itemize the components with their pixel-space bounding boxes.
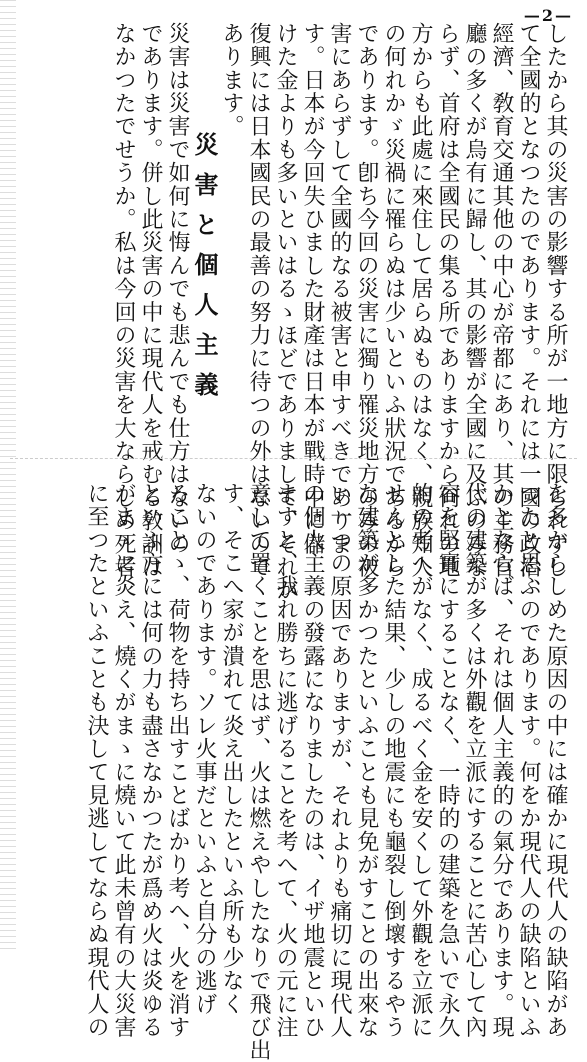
text-column: 代の建築が多くは外觀を立派にすることに苦心して內 bbox=[462, 482, 487, 1039]
text-column: い一つの原因でありますが、それよりも痛切に現代人 bbox=[327, 482, 352, 1039]
text-column: の個人主義の發露になりましたのは、イザ地震といひ bbox=[300, 482, 325, 1039]
text-column: がまゝに炎え、燒くがまゝに燒いて此未曾有の大災害 bbox=[111, 482, 136, 1039]
text-column: らず、首府は全國民の集る所でありますから何れの地 bbox=[435, 22, 460, 579]
text-column: 的の考へがなく、成るべく金を安くして外觀を立派に bbox=[408, 482, 433, 1039]
text-column: したから其の災害の影響する所が一地方に限られずし bbox=[543, 22, 568, 579]
text-column: 災害は災害で如何に悔んでも悲んでも仕方はないの bbox=[165, 22, 190, 556]
text-column: であります。併し此災害の中に現代人を戒むる敎訓は bbox=[138, 22, 163, 579]
text-column: 復興には日本國民の最善の努力に待つの外はないので bbox=[246, 22, 271, 579]
text-column: 方からも此處に來住して居らぬものはなく、親族知人 bbox=[408, 22, 433, 579]
text-column: であります。卽ち今回の災害に獨り罹災地方のみの被 bbox=[354, 22, 379, 579]
text-column: 容を堅實にすることなく、一時的の建築を急いで永久 bbox=[435, 482, 460, 1039]
text-column: なかつたでせうか。私は今回の災害を大ならしめ死者 bbox=[111, 22, 136, 579]
text-column: ないのであります。ソレ火事だといふと自分の逃げ bbox=[192, 482, 217, 1016]
text-column: す。日本が今回失ひました財產は日本が戰時中に儲 bbox=[300, 22, 325, 556]
text-column: て全國的となつたのであります。それには一國の政治、 bbox=[516, 22, 541, 602]
text-column: つたと思ふのであります。何をか現代人の缺陷といふ bbox=[516, 482, 541, 1039]
page-number: —2— bbox=[523, 6, 573, 25]
text-column: 經濟、敎育交通其他の中心が帝都にあり、其の主務官 bbox=[489, 22, 514, 579]
section-heading: 災害と個人主義 bbox=[190, 132, 219, 412]
text-column: 廳の多くが烏有に歸し、其の影響が全國に及ぶのみな bbox=[462, 22, 487, 579]
text-column: ますと、我れ勝ちに逃げることを考へて、火の元に注 bbox=[273, 482, 298, 1039]
text-column: を多からしめた原因の中には確かに現代人の缺陷があ bbox=[543, 482, 568, 1039]
text-column: といふ方には何の力も盡さなかつたが爲め火は炎ゆる bbox=[138, 482, 163, 1039]
text-column: 意して置くことを思はず、火は燃えやしたなりで飛び出 bbox=[246, 482, 271, 1062]
text-column: に至つたといふことも決して見逃してならぬ現代人の bbox=[84, 482, 109, 1039]
text-column: す、そこへ家が潰れて炎え出したといふ所も少なく bbox=[219, 482, 244, 1016]
text-column: ることゝ、荷物を持ち出すことばかり考へ、火を消す bbox=[165, 482, 190, 1039]
upper-text-block bbox=[110, 22, 569, 602]
text-column: せんとした結果、少しの地震にも龜裂し倒壞するやう bbox=[381, 482, 406, 1039]
text-column: あります。 bbox=[219, 22, 244, 138]
lower-text-block bbox=[83, 482, 569, 1062]
text-column: けた金よりも多いといはるゝほどでありまして、それが bbox=[273, 22, 298, 602]
text-column: な建築が多かつたといふことも見免がすことの出來な bbox=[354, 482, 379, 1039]
section-divider bbox=[10, 458, 577, 459]
text-column: 害にあらずして全國的なる被害と申すべきでありま bbox=[327, 22, 352, 556]
text-column: の何れかゞ災禍に罹らぬは少いといふ狀況であるから bbox=[381, 22, 406, 579]
text-column: かとならば、それは個人主義的の氣分であります。現 bbox=[489, 482, 514, 1039]
margin-bleed bbox=[0, 0, 16, 950]
